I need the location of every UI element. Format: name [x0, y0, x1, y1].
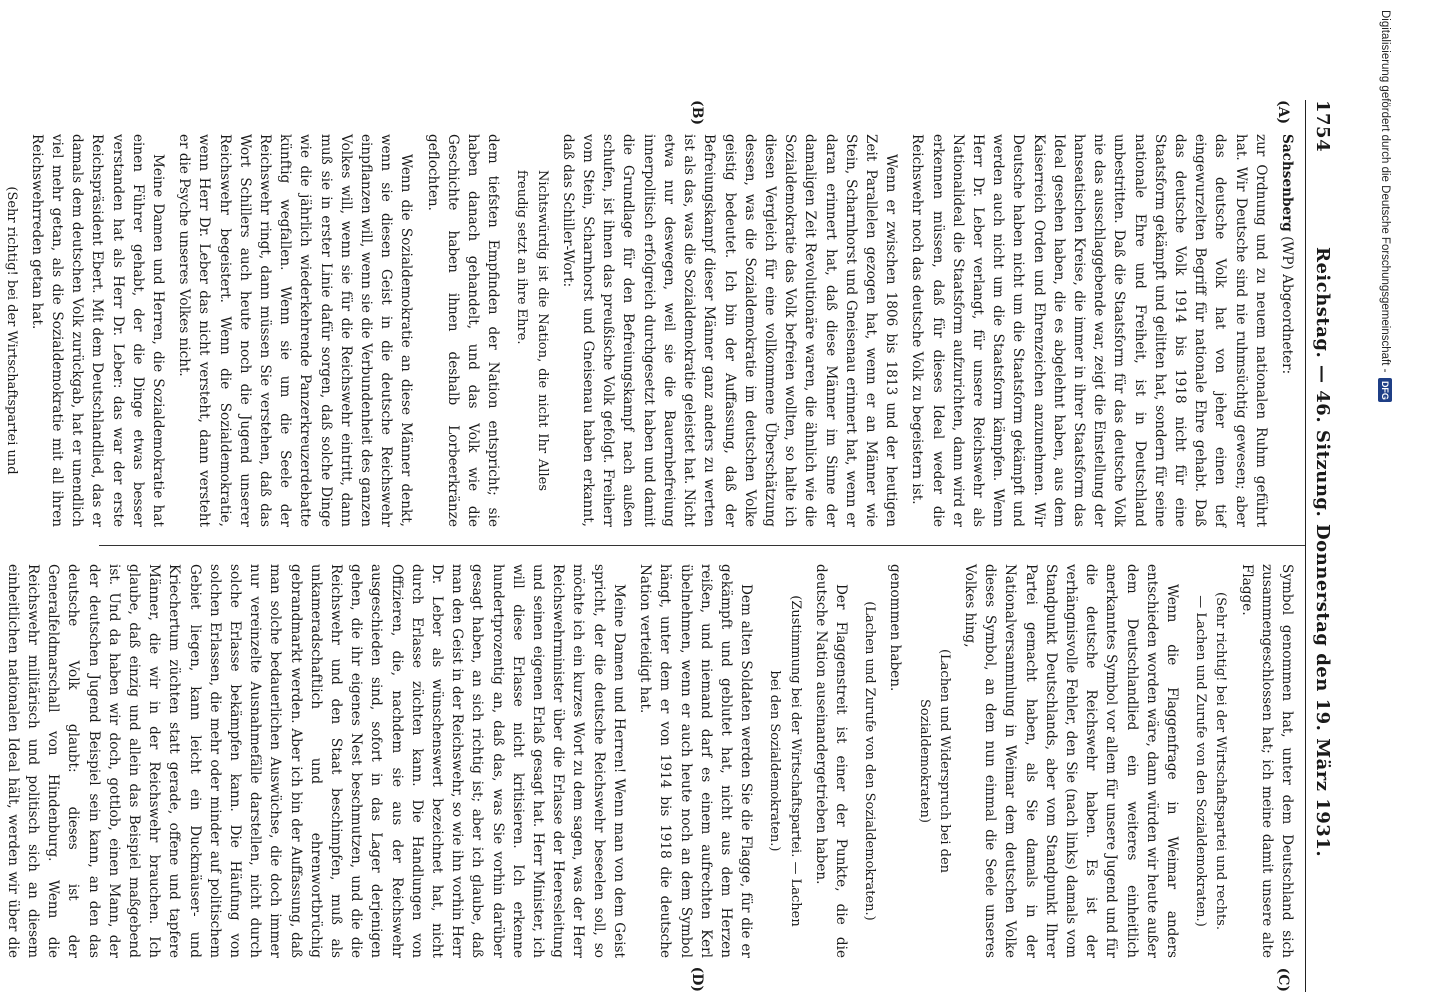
- page-header: [1305, 100, 1340, 992]
- margin-mark-b: (B): [689, 100, 705, 126]
- paragraph: Meine Damen und Herren, die Sozialdemokratie hat einen Führer gehabt, der die Dinge etwas besser verstanden hat als Herr Dr. Leber: das war der erste Reichspräsident Ebert. Mit dem Deutschlandlied, das er damals dem deutschen Volk zurückgab, hat er unendlich viel mehr getan, als die Sozialdemokratie mit all ihren Reichswehrreden getan hat.: [28, 134, 167, 527]
- page-number: 1754: [1312, 100, 1334, 153]
- margin-mark-a: (A): [1275, 100, 1291, 125]
- left-column: [3, 100, 1305, 546]
- stage-direction: (Lachen und Zurufe von den Sozialdemokraten.): [862, 601, 878, 921]
- stage-direction: (Lachen und Widerspruch bei den Sozialdemokraten): [916, 648, 952, 874]
- stage-direction: (Sehr richtig! bei der Wirtschaftspartei und: [3, 186, 19, 475]
- stage-direction: (Sehr richtig! bei der Wirtschaftspartei und rechts. — Lachen und Zurufe von den Sozialdemokraten.): [1193, 592, 1229, 930]
- speaker-party: (WP) Abgeordneter:: [1279, 236, 1295, 375]
- quotation: Nichtswürdig ist die Nation, die nicht Ihr Alles freudig setzt an ihre Ehre.: [514, 170, 550, 491]
- dfg-logo-icon: DFG: [1378, 378, 1392, 402]
- paragraph: genommen haben.: [887, 564, 904, 692]
- speaker-line: [1277, 134, 1297, 527]
- digitization-credit: [1370, 10, 1400, 990]
- stage-direction: (Zustimmung bei der Wirtschaftspartei. — Lachen bei den Sozialdemokraten.): [767, 595, 803, 927]
- document-page: [3, 96, 1340, 996]
- margin-mark-d: (D): [689, 966, 705, 992]
- paragraph: Dem alten Soldaten werden Sie die Flagge, für die er gekämpft und geblutet hat, nicht aus dem Herzen reißen, und niemand darf es einem aufrechten Kerl übelnehmen, wenn er auch heute noch an dem Symbol hängt, unter dem er von 1914 bis 1918 die deutsche Nation verteidigt hat.: [637, 564, 755, 958]
- paragraph: Meine Damen und Herren! Wenn man von dem Geist spricht, der die deutsche Reichswehr beseelen soll, so möchte ich ein kurzes Wort zu dem sagen, was der Herr Reichswehrminister über die Erlasse der Heeresleitung und seinen eigenen Erlaß gesagt hat. Herr Minister, ich will diese Erlasse nicht kritisieren. Ich erkenne hundertprozentig an, daß das, was Sie vorhin darüber gesagt haben, an sich richtig ist; aber ich glaube, daß man den Geist in der Reichswehr, so wie ihn vorhin Herr Dr. Leber als wünschenswert bezeichnet hat, nicht durch Erlasse züchten kann. Die Handlungen von Offizieren, die, nachdem sie aus der Reichswehr ausgeschieden sind, sofort in das Lager derjenigen gehen, die ihr eigenes Nest beschmutzen, und die die Reichswehr und den Staat beschimpfen, muß als unkameradschaftlich und ehrenwortbrüchig gebrandmarkt werden. Aber ich bin der Auffassung, daß man solche bedauerlichen Auswüchse, die doch immer nur vereinzelte Ausnahmefälle darstellen, nicht durch solche Erlasse bekämpfen kann. Die Häufung von solchen Erlassen, die mehr oder minder auf politischem Gebiet liegen, kann leicht ein Duckmäuser- und Kriechertum züchten statt gerade, offene und tapfere Männer, die wir in der Reichswehr brauchen. Ich glaube, daß einzig und allein das Beispiel maßgebend ist. Und da haben wir doch, gottlob, einen Mann, der der deutschen Jugend Beispiel sein kann, an den das deutsche Volk glaubt: dieses ist der Generalfeldmarschall von Hindenburg. Wenn die Reichswehr militärisch und politisch sich an diesem einheitlichen nationalen Ideal hält, werden wir über die: [4, 564, 627, 958]
- paragraph: Wenn er zwischen 1806 bis 1813 und der heutigen Zeit Parallelen gezogen hat, wenn er an Männer wie Stein, Scharnhorst und Gneisenau erinnert hat, wenn er daran erinnert hat, daß diese Männer im Sinne der damaligen Zeit Revolutionäre waren, die ähnlich wie die Sozialdemokratie das Volk befreien wollten, so halte ich diesen Vergleich für eine vollkommene Überschätzung dessen, was die Sozialdemokratie im deutschen Volke geistig bedeutet. Ich bin der Auffassung, daß der Befreiungskampf dieser Männer ganz anders zu werten ist als das, was die Sozialdemokratie geleistet hat. Nicht etwa nur deswegen, weil sie die Bauernbefreiung innerpolitisch erfolgreich durchgesetzt haben und damit die Grundlage für den Befreiungskampf nach außen schufen, ist ihnen das preußische Volk gefolgt. Freiherr vom Stein, Scharnhorst und Gneisenau haben erkannt, daß das Schiller-Wort:: [559, 134, 900, 527]
- right-column: [4, 546, 1305, 992]
- paragraph: Der Flaggenstreit ist einer der Punkte, die die deutsche Nation auseinandergetrieben haben.: [812, 564, 849, 958]
- digitization-credit-text: Digitalisierung gefördert durch die Deutsche Forschungsgemeinschaft -: [1379, 10, 1391, 373]
- paragraph: zur Ordnung und zu neuem nationalen Ruhm geführt hat. Wir Deutsche sind nie ruhmsüchtig gewesen; aber das deutsche Volk hat von jeher einen tief eingewurzelten Begriff für nationale Ehre gehabt. Daß das deutsche Volk 1914 bis 1918 nicht für eine Staatsform gekämpft und gelitten hat, sondern für seine nationale Ehre und Freiheit, ist in Deutschland unbestritten. Daß die Staatsform für das deutsche Volk nie das ausschlaggebende war, zeigt die Einstellung der hanseatischen Kreise, die immer in ihrer Staatsform das Ideal gesehen haben, die es abgelehnt haben, aus dem Kaiserreich Orden und Ehrenzeichen anzunehmen. Wir Deutsche haben nicht um die Staatsform gekämpft und werden auch nicht um die Staatsform kämpfen. Wenn Herr Dr. Leber verlangt, für unsere Reichswehr als Nationalideal die Staatsform aufzurichten, dann wird er erkennen müssen, daß für dieses Ideal weder die Reichswehr noch das deutsche Volk zu begeistern ist.: [909, 134, 1269, 527]
- margin-mark-c: (C): [1275, 967, 1291, 992]
- paragraph: dem tiefsten Empfinden der Nation entspricht; sie haben danach gehandelt, und das Volk wie die Geschichte haben ihnen deshalb Lorbeerkränze geflochten.: [424, 134, 502, 527]
- page-title: Reichstag. — 46. Sitzung. Donnerstag den 19. März 1931.: [1312, 246, 1334, 858]
- paragraph: Symbol genommen hat, unter dem Deutschland sich zusammengeschlossen hat; ich meine damit unsere alte Flagge.: [1238, 564, 1295, 958]
- text-columns: [3, 100, 1305, 992]
- paragraph: Wenn die Flaggenfrage in Weimar anders entschieden worden wäre, dann würden wir heute außer dem Deutschlandlied ein weiteres einheitlich anerkanntes Symbol vor allem für unsere Jugend und für die deutsche Reichswehr haben. Es ist der verhängnisvolle Fehler, den Sie (nach links) damals vom Standpunkt Deutschlands, aber vom Standpunkt Ihrer Partei gemacht haben, als Sie damals in der Nationalversammlung in Weimar dem deutschen Volke dieses Symbol, an dem nun einmal die Seele unseres Volkes hing,: [961, 564, 1180, 958]
- speaker-name: Sachsenberg: [1279, 134, 1295, 232]
- paragraph: Wenn die Sozialdemokratie an diese Männer denkt, wenn sie diesen Geist in die deutsche Reichswehr einpflanzen will, wenn sie die Verbundenheit des ganzen Volkes will, wenn sie für die Reichswehr eintritt, dann muß sie in erster Linie dafür sorgen, daß solche Dinge wie die jährlich wiederkehrende Panzerkreuzerdebatte künftig wegfallen. Wenn sie um die Seele der Reichswehr ringt, dann müssen Sie verstehen, daß das Wort Schillers auch heute noch die Jugend unserer Reichswehr begeistert. Wenn die Sozialdemokratie, wenn Herr Dr. Leber das nicht versteht, dann versteht er die Psyche unseres Volkes nicht.: [176, 134, 415, 527]
